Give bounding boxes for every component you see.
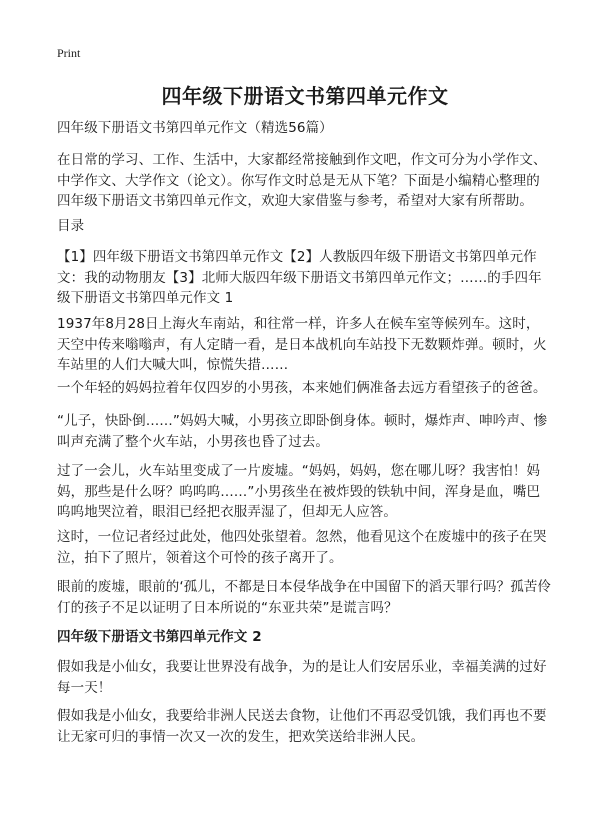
intro-paragraph: 在日常的学习、工作、生活中，大家都经常接触到作文吧，作文可分为小学作文、中学作文、大学作文（论文）。你写作文时总是无从下笔？下面是小编精心整理的四年级下册语文书第四单元作文，欢迎大家借鉴与参考，希望对大家有所帮助。	[57, 152, 547, 209]
paragraph-8: 假如我是小仙女，我要给非洲人民送去食物，让他们不再忍受饥饿，我们再也不要让无家可归的事情一次又一次的发生，把欢笑送给非洲人民。	[57, 708, 547, 745]
page-title: 四年级下册语文书第四单元作文	[161, 84, 449, 108]
paragraph-3: “儿子，快卧倒……”妈妈大喊，小男孩立即卧倒身体。顿时，爆炸声、呻吟声、惨叫声充满了整个火车站，小男孩也昏了过去。	[57, 413, 548, 450]
section-heading: 四年级下册语文书第四单元作文 2	[57, 629, 262, 645]
paragraph-6: 眼前的废墟，眼前的‘孤儿，不都是日本侵华战争在中国留下的滔天罪行吗？孤苦伶仃的孩子不足以证明了日本所说的“东亚共荣”是谎言吗？	[57, 579, 551, 616]
toc-text: 【1】四年级下册语文书第四单元作文【2】人教版四年级下册语文书第四单元作文：我的动物朋友【3】北师大版四年级下册语文书第四单元作文；……的手四年级下册语文书第四单元作文 1	[57, 249, 542, 306]
paragraph-5: 这时，一位记者经过此处，他四处张望着。忽然，他看见这个在废墟中的孩子在哭泣，拍下了照片，领着这个可怜的孩子离开了。	[57, 529, 547, 566]
paragraph-2: 一个年轻的妈妈拉着年仅四岁的小男孩，本来她们俩准备去远方看望孩子的爸爸。	[57, 380, 547, 396]
subtitle: 四年级下册语文书第四单元作文（精选56篇）	[57, 120, 333, 136]
paragraph-7: 假如我是小仙女，我要让世界没有战争，为的是让人们安居乐业，幸福美满的过好每一天！	[57, 659, 547, 696]
toc-label: 目录	[57, 218, 85, 234]
paragraph-1: 1937年8月28日上海火车南站，和往常一样，许多人在候车室等候列车。这时，天空中传来嗡嗡声，有人定睛一看，是日本战机向车站投下无数颗炸弹。顿时，火车站里的人们大喊大叫，惊慌失措……	[57, 316, 547, 373]
print-link[interactable]: Print	[57, 46, 81, 60]
paragraph-4: 过了一会儿，火车站里变成了一片废墟。“妈妈，妈妈，您在哪儿呀？我害怕！妈妈，那些是什么呀？呜呜呜……”小男孩坐在被炸毁的铁轨中间，浑身是血，嘴巴呜呜地哭泣着，眼泪已经把衣服弄湿了，但却无人应答。	[57, 463, 541, 520]
